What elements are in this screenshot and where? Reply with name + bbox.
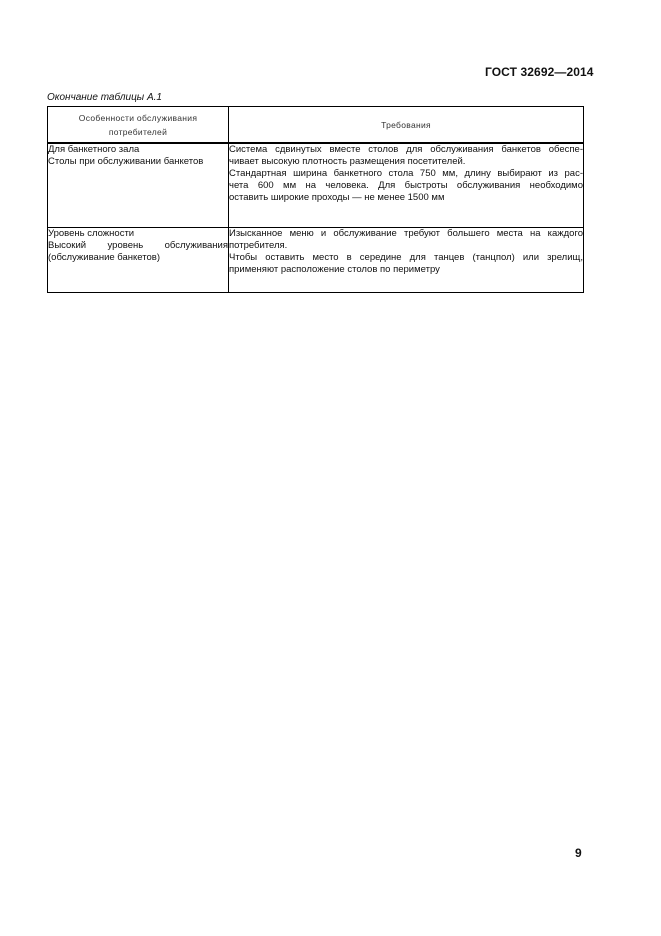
requirement-line: чивает высокую плотность размещения посетителей.: [229, 156, 466, 167]
requirement-line: Чтобы оставить место в середине для танцев (танцпол) или зрелищ,: [229, 252, 583, 263]
feature-cell: [48, 143, 229, 228]
requirement-line: чета 600 мм на человека. Для быстроты обслуживания необходимо: [229, 180, 583, 191]
requirement-line: Система сдвинутых вместе столов для обслуживания банкетов обеспе-: [229, 144, 583, 155]
feature-line: Для банкетного зала: [48, 144, 140, 155]
requirement-line: потребителя.: [229, 240, 288, 251]
table-caption: Окончание таблицы А.1: [47, 92, 162, 103]
feature-line: Высокий уровень обслуживания: [48, 240, 228, 251]
requirement-cell: [229, 228, 584, 293]
column-header-features-label: Особенности обслуживания потребителей: [78, 112, 198, 137]
feature-cell: [48, 228, 229, 293]
requirement-line: Изысканное меню и обслуживание требуют большего места на каждого: [229, 228, 583, 239]
table-row: [48, 143, 584, 228]
feature-line: (обслуживание банкетов): [48, 252, 161, 263]
table-row: [48, 228, 584, 293]
column-header-requirements-label: Требования: [381, 119, 431, 130]
feature-line: Столы при обслуживании банкетов: [48, 156, 204, 167]
column-header-requirements: [229, 107, 584, 144]
standard-number: ГОСТ 32692—2014: [485, 65, 594, 79]
feature-line: Уровень сложности: [48, 228, 135, 239]
page-number: 9: [575, 846, 582, 860]
column-header-features: [48, 107, 229, 144]
requirement-line: Стандартная ширина банкетного стола 750 мм, длину выбирают из рас-: [229, 168, 583, 179]
requirement-line: оставить широкие проходы — не менее 1500 мм: [229, 192, 445, 203]
requirements-table: [47, 106, 584, 293]
table-header-row: [48, 107, 584, 144]
requirement-line: применяют расположение столов по периметру: [229, 264, 440, 275]
requirement-cell: [229, 143, 584, 228]
